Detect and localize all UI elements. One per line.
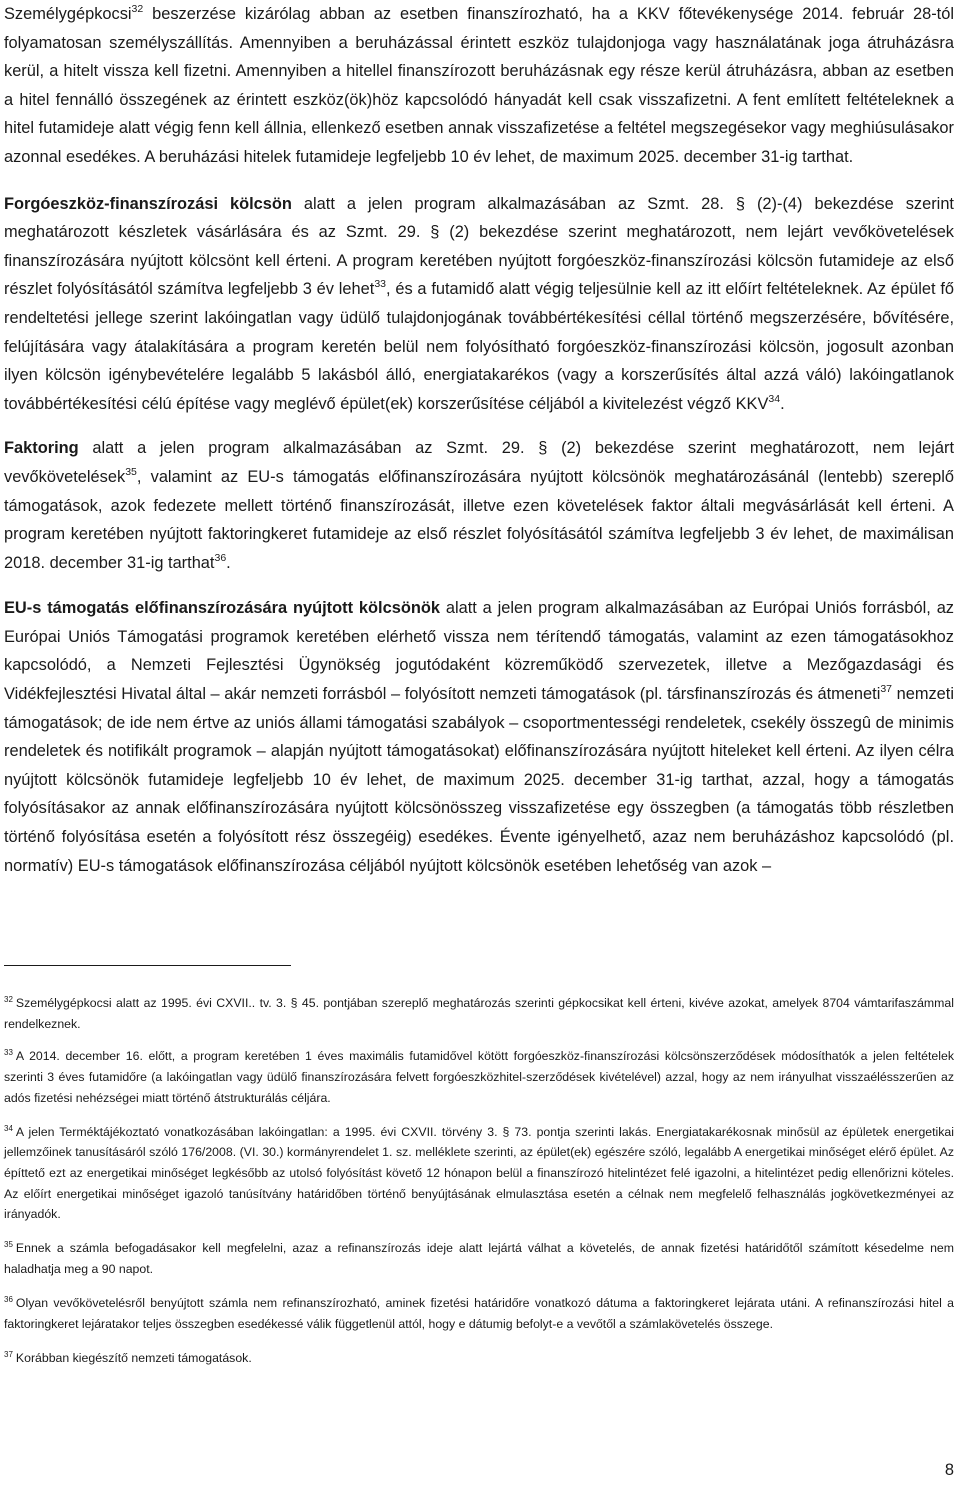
- footnote-number: 36: [4, 1295, 13, 1305]
- footnote-ref-32[interactable]: 32: [131, 3, 144, 15]
- footnote-number: 34: [4, 1123, 13, 1133]
- footnote-ref-35[interactable]: 35: [125, 465, 137, 478]
- footnote-text: Olyan vevőkövetelésről benyújtott számla nem refinanszírozható, aminek fizetési határidőre vonatkozó dátuma a faktoringkeret lejárata utáni. A refinanszírozási hitel a faktoringkeret lejáratakor teljes összegben esedékessé válik függetlenül attól, hogy e dátumig befolyt-e a vevőtől a számlakövetelés összege.: [4, 1296, 954, 1332]
- footnote-33: [4, 1046, 954, 1108]
- footnote-text: Személygépkocsi alatt az 1995. évi CXVII.. tv. 3. § 45. pontjában szereplő meghatározás szerinti gépkocsikat kell érteni, kivéve azokat, amelyek 8704 vámtarifaszámmal rendelkeznek.: [4, 996, 954, 1031]
- paragraph-factoring: [4, 434, 954, 577]
- footnote-number: 33: [4, 1048, 13, 1058]
- page-number: 8: [944, 1461, 954, 1479]
- footnote-36: [4, 1293, 954, 1334]
- paragraph-text: .: [226, 553, 231, 572]
- footnote-number: 32: [4, 995, 13, 1004]
- footnote-32: [4, 993, 954, 1034]
- footnotes-section: [4, 993, 954, 1369]
- footnote-text: Korábban kiegészítő nemzeti támogatások.: [15, 1350, 252, 1365]
- paragraph-text: alatt a jelen program alkalmazásában az Európai Uniós forrásból, az Európai Uniós Támogatási programok keretében elérhető vissza nem térítendő támogatás, valamint az ezen támogatásokhoz kapcsolódó, a Nemzeti Fejlesztési Ügynökség jogutódaként közreműködő szervezetek, illetve a Mezőgazdasági és Vidékfejlesztési Hivatal által – akár nemzeti forrásból – folyósított nemzeti támogatások (pl. társfinanszírozás és átmeneti: [4, 599, 954, 704]
- footnote-text: A jelen Terméktájékoztató vonatkozásában lakóingatlan: a 1995. évi CXVII. törvény 3. § 73. pontja szerinti lakás. Energiatakarékosnak minősül az épületek energetikai jellemzőinek tanusításáról szóló 176/2008. (VI. 30.) kormányrendelet 1. sz. melléklete szerinti, az épület(ek) egészére szóló, legalább A energetikai minőséget elérő épület. Az építtető ezt az energetikai minőséget legkésőbb az utolsó folyósítást követő 12 hónapon belül a finanszírozó hitelintézet felé igazolni, a hitelintézet pedig ellenőrizni köteles. Az előírt energetikai minőséget igazoló tanúsítvány határidőben történő benyújtásának elmulasztása esetén a célnak nem megfelelő felhasználás jogkövetkezményei az irányadók.: [4, 1124, 954, 1222]
- paragraph-text: .: [780, 394, 785, 413]
- paragraph-text: alatt a jelen program alkalmazásában az Szmt. 28. § (2)-(4) bekezdése szerint meghatározott készletek vásárlására és az Szmt. 29. § (2) bekezdése szerint meghatározott, nem lejárt vevőkövetelések finanszírozására nyújtott kölcsönt kell érteni. A program keretében nyújtott forgóeszköz-finanszírozási kölcsön futamideje az első részlet folyósításától számítva legfeljebb 3 év lehet: [4, 194, 954, 299]
- paragraph-text: nemzeti támogatások; de ide nem értve az uniós állami támogatási szabályok – csoportmentességi rendeletek, csekély összegû de minimis rendeletek és notifikált programok – alapján nyújtott támogatásokat) előfinanszírozására nyújtott hiteleket kell érteni. Az ilyen célra nyújtott kölcsönök futamideje legfeljebb 10 év lehet, de maximum 2025. december 31-ig tarthat, azzal, hogy a támogatás folyósításakor az annak előfinanszírozására nyújtott kölcsönösszeg visszafizetése egy összegben (a támogatás több részletben történő folyósítása esetén a folyósított rész összegéig) esedékes. Évente igényelhető, azaz nem beruházáshoz kapcsolódó (pl. normatív) EU-s támogatások előfinanszírozása céljából nyújtott kölcsönök esetében lehetőség van azok –: [4, 685, 954, 875]
- footnote-37: [4, 1348, 954, 1369]
- paragraph-text: , és a futamidő alatt végig teljesülnie kell az itt előírt feltételeknek. Az épület fő rendeltetési jellege szerint lakóingatlan vagy üdülő tulajdonjogának továbbértékesítési céllal történő megszerzésére, bővítésére, felújítására vagy átalakítására a program keretén belül nem folyósítható forgóeszköz-finanszírozási kölcsön, jogosult azonban ilyen kölcsön igénybevételére legalább 5 lakásból álló, energiatakarékos (vagy a korszerűsítés által azzá váló) lakóingatlanok továbbértékesítési célú építése vagy meglévő épület(ek) korszerűsítése céljából a kivitelezést végző KKV: [4, 280, 955, 413]
- footnote-number: 35: [4, 1240, 13, 1250]
- footnote-text: Ennek a számla befogadásakor kell megfelelni, azaz a refinanszírozás ideje alatt lejártá válhat a követelés, de annak fizetési határidőtől számított késedelme nem haladhatja meg a 90 napot.: [4, 1241, 954, 1276]
- footnote-number: 37: [4, 1349, 13, 1359]
- defined-term: EU-s támogatás előfinanszírozására nyújtott kölcsönök: [4, 599, 440, 618]
- paragraph-text: Személygépkocsi: [4, 5, 132, 23]
- paragraph-working-capital-loan: [4, 190, 954, 419]
- footnote-34: [4, 1122, 954, 1226]
- paragraph-vehicle-purchase: [4, 0, 954, 172]
- paragraph-text: beszerzése kizárólag abban az esetben finanszírozható, ha a KKV főtevékenysége 2014. február 28-tól folyamatosan személyszállítás. Amennyiben a beruházással érintett eszköz tulajdonjoga vagy használatának joga átruházásra kerül, a hitelt vissza kell fizetni. Amennyiben a hitellel finanszírozott beruházásnak egy része kerül átruházásra, abban az esetben a hitel fennálló összegének az érintett eszköz(ök)höz kapcsolódó hányadát kell csak visszafizetni. A fent említett feltételeknek a hitel futamideje alatt végig fenn kell állnia, ellenkező esetben annak visszafizetése a feltétel megszegésekor vagy meghiúsulásakor azonnal esedékes. A beruházási hitelek futamideje legfeljebb 10 év lehet, de maximum 2025. december 31-ig tarthat.: [4, 5, 954, 166]
- footnote-35: [4, 1238, 954, 1279]
- paragraph-eu-prefinancing: [4, 594, 954, 880]
- footnote-text: A 2014. december 16. előtt, a program keretében 1 éves maximális futamidővel kötött forgóeszköz-finanszírozási kölcsönszerződések módosíthatók a jelen feltételek szerinti 3 éves futamidőre (a lakóingatlan vagy üdülő finanszírozására felvett forgóeszközhitel-szerződések kivételével) azzal, hogy az nem irányulhat visszaélésszerűen az adós fizetési nehézségei miatt történő átstrukturálás céljára.: [4, 1049, 954, 1105]
- footnote-separator: [4, 965, 291, 966]
- defined-term: Faktoring: [4, 439, 79, 458]
- footnote-ref-37[interactable]: 37: [880, 683, 893, 696]
- paragraph-text: , valamint az EU-s támogatás előfinanszírozására nyújtott kölcsönök meghatározásánál (lentebb) szereplő támogatások, azok fedezete mellett történő finanszírozását, illetve ezen követelések faktor általi megvásárlását kell érteni. A program keretében nyújtott faktoringkeret futamideje az első részlet folyósításától számítva legfeljebb 3 év lehet, de maximálisan 2018. december 31-ig tarthat: [4, 467, 954, 572]
- footnote-ref-36[interactable]: 36: [214, 551, 227, 564]
- paragraph-text: alatt a jelen program alkalmazásában az Szmt. 29. § (2) bekezdése szerint meghatározott, nem lejárt vevőkövetelések: [4, 439, 954, 486]
- footnote-ref-34[interactable]: 34: [768, 392, 781, 405]
- defined-term: Forgóeszköz-finanszírozási kölcsön: [4, 194, 292, 213]
- footnote-ref-33[interactable]: 33: [374, 278, 387, 291]
